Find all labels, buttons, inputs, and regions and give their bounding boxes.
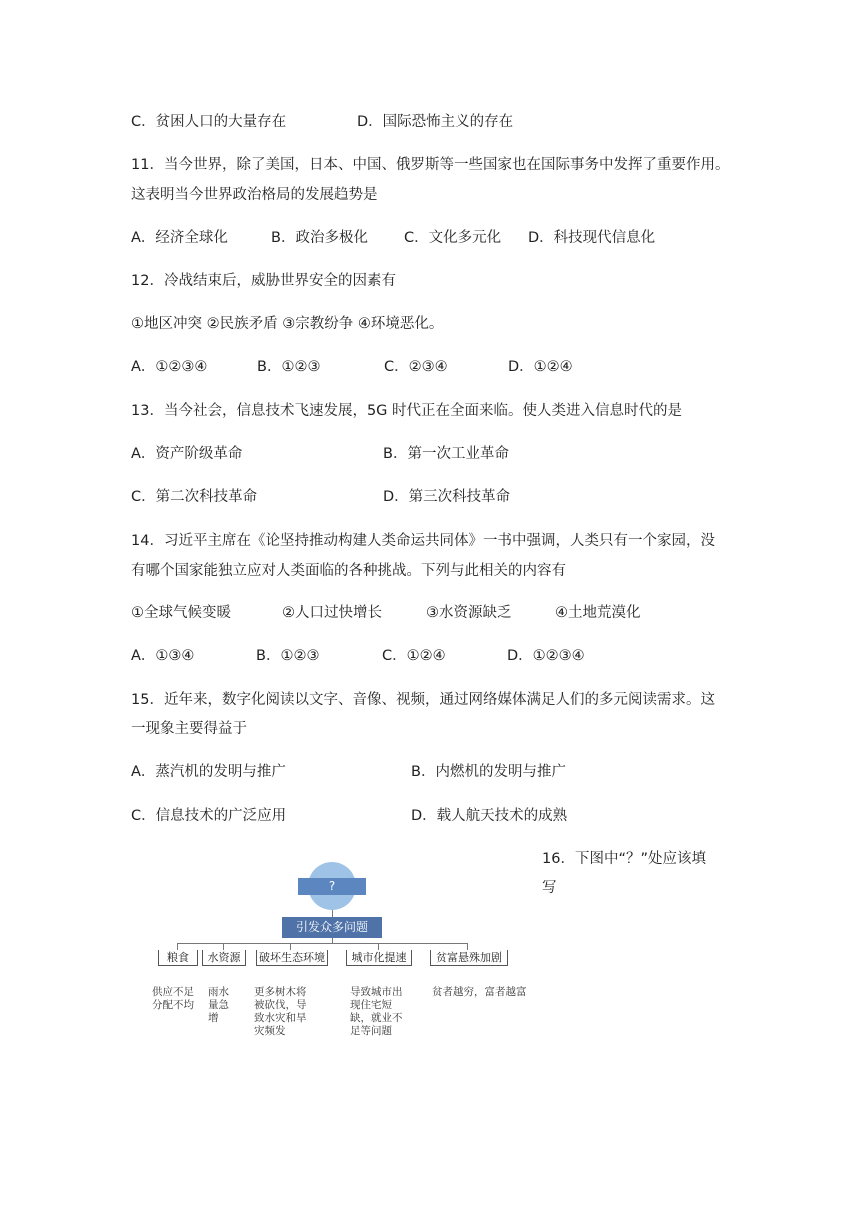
q13-stem: 13．当今社会，信息技术飞速发展，5G 时代正在全面来临。使人类进入信息时代的是 [131, 403, 683, 419]
q10-option-c: C．贫困人口的大量存在 [131, 114, 287, 130]
q16-stem-line1: 16．下图中“？”处应该填 [542, 851, 706, 867]
category-urbanization: 城市化提速 [346, 950, 412, 966]
q11-stem-line2: 这表明当今世界政治格局的发展趋势是 [131, 187, 378, 203]
desc-wealth-gap: 贫者越穷，富者越富 [432, 986, 527, 998]
desc-water: 雨水量急增 [208, 986, 229, 1024]
q10-option-d: D．国际恐怖主义的存在 [357, 114, 514, 130]
category-wealth-gap: 贫富悬殊加剧 [430, 950, 508, 966]
q16-stem-line2: 写 [542, 880, 557, 896]
q12-option-d: D．①②④ [508, 359, 573, 375]
q11-option-a: A．经济全球化 [131, 230, 228, 246]
q14-option-b: B．①②③ [256, 648, 320, 664]
q14-option-c: C．①②④ [382, 648, 446, 664]
q12-stem: 12．冷战结束后，威胁世界安全的因素有 [131, 273, 396, 289]
q13-option-a: A．资产阶级革命 [131, 446, 243, 462]
desc-urbanization: 导致城市出现住宅短缺，就业不足等问题 [350, 986, 403, 1037]
connector-top [332, 910, 333, 917]
q12-option-b: B．①②③ [257, 359, 321, 375]
q14-item-2: ②人口过快增长 [282, 605, 382, 621]
diagram-main-box: 引发众多问题 [282, 917, 382, 938]
connector-2 [223, 943, 224, 950]
q13-option-b: B．第一次工业革命 [383, 446, 509, 462]
q11-stem-line1: 11．当今世界，除了美国，日本、中国、俄罗斯等一些国家也在国际事务中发挥了重要作用。 [131, 157, 730, 173]
q12-option-a: A．①②③④ [131, 359, 208, 375]
q14-stem-line1: 14．习近平主席在《论坚持推动构建人类命运共同体》一书中强调，人类只有一个家园，没 [131, 533, 715, 549]
category-water: 水资源 [202, 950, 246, 966]
q13-option-c: C．第二次科技革命 [131, 489, 258, 505]
q14-item-1: ①全球气候变暖 [131, 605, 231, 621]
q11-option-b: B．政治多极化 [271, 230, 368, 246]
q12-items: ①地区冲突 ②民族矛盾 ③宗教纷争 ④环境恶化。 [131, 316, 444, 332]
q14-item-4: ④土地荒漠化 [555, 605, 641, 621]
q15-stem-line2: 一现象主要得益于 [131, 721, 247, 737]
desc-grain: 供应不足分配不均 [152, 986, 194, 1011]
q14-item-3: ③水资源缺乏 [426, 605, 512, 621]
q15-stem-line1: 15．近年来，数字化阅读以文字、音像、视频，通过网络媒体满足人们的多元阅读需求。这 [131, 692, 715, 708]
q15-option-c: C．信息技术的广泛应用 [131, 808, 287, 824]
diagram-question-box: ? [298, 878, 366, 895]
connector-horizontal [177, 943, 467, 944]
desc-ecology: 更多树木将被砍伐，导致水灾和旱灾频发 [254, 986, 307, 1037]
q15-option-a: A．蒸汽机的发明与推广 [131, 764, 286, 780]
q15-option-d: D．载人航天技术的成熟 [411, 808, 568, 824]
q14-stem-line2: 有哪个国家能独立应对人类面临的各种挑战。下列与此相关的内容有 [131, 563, 566, 579]
q13-option-d: D．第三次科技革命 [383, 489, 511, 505]
q14-option-a: A．①③④ [131, 648, 195, 664]
category-ecology: 破坏生态环境 [256, 950, 328, 966]
connector-4 [378, 943, 379, 950]
q16-diagram [150, 862, 525, 1037]
q12-option-c: C．②③④ [384, 359, 448, 375]
q11-option-d: D．科技现代信息化 [528, 230, 656, 246]
connector-3 [290, 943, 291, 950]
q14-option-d: D．①②③④ [507, 648, 585, 664]
connector-1 [177, 943, 178, 950]
category-grain: 粮食 [158, 950, 198, 966]
connector-5 [467, 943, 468, 950]
q11-option-c: C．文化多元化 [404, 230, 502, 246]
q15-option-b: B．内燃机的发明与推广 [411, 764, 566, 780]
